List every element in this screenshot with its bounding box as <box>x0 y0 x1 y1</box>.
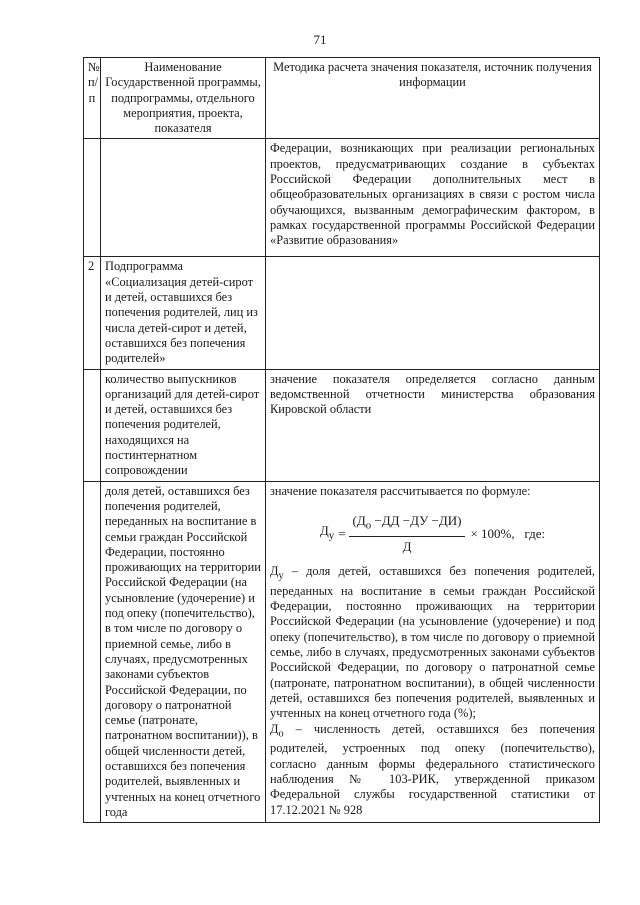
formula-fraction <box>349 513 466 554</box>
header-method: Методика расчета значения показателя, источник получения информации <box>266 58 600 139</box>
definition-do: $Д_о$ – численность детей, оставшихся без попечения родителей, устроенных под опеку (попечительство), согласно данным формы федерального статистического наблюдения № 103-РИК, утвержденной приказом Федеральной службы государственной статистики от 17.12.2021 № 928 <box>270 721 595 817</box>
indicator-table <box>83 57 600 823</box>
definition-du: $Д_у$ – доля детей, оставшихся без попечения родителей, переданных на воспитание в семьи граждан Российской Федерации, постоянно проживающих на территории Российской Федерации (на усыновление (удочерение) и под опеку (попечительство), в том числе по договору о приемной семье, либо в случаях, предусмотренных законами субъектов Российской Федерации, по договору о патронатной семье (патронате, патронатном воспитании), в общей численности детей, оставшихся без попечения родителей, выявленных и учтенных на конец отчетного года (%); <box>270 564 595 721</box>
header-number: № п/п <box>84 58 101 139</box>
formula-numerator: $(Д_о -ДД -ДУ -ДИ)$ <box>349 513 466 537</box>
formula-denominator: Д <box>402 538 412 554</box>
indicator-2-method <box>266 481 600 823</box>
table-row <box>84 481 600 823</box>
formula-multiplier: × 100%, где: <box>470 525 546 541</box>
indicator-1-name: количество выпускников организаций для детей-сирот и детей, оставшихся без попечения родителей, находящихся на постинтернатном сопровождении <box>101 369 266 481</box>
subprogram-name: Подпрограмма «Социализация детей-сирот и детей, оставшихся без попечения родителей, лиц из числа детей-сирот и детей, оставшихся без попечения родителей» <box>101 257 266 369</box>
continuation-text: Федерации, возникающих при реализации региональных проектов, предусматривающих создание в субъектах Российской Федерации дополнительных мест в общеобразовательных организациях в связи с ростом числа обучающихся, вызванным демографическим фактором, в рамках государственной программы Российской Федерации «Развитие образования» <box>266 139 600 257</box>
table-header-row <box>84 58 600 139</box>
formula-equals: = <box>338 525 346 541</box>
table-row <box>84 257 600 369</box>
header-name: Наименование Государственной программы, подпрограммы, отдельного мероприятия, проекта, показателя <box>101 58 266 139</box>
formula <box>270 513 595 554</box>
table-row <box>84 139 600 257</box>
indicator-1-method: значение показателя определяется согласно данным ведомственной отчетности министерства образования Кировской области <box>266 369 600 481</box>
indicator-2-name: доля детей, оставшихся без попечения родителей, переданных на воспитание в семьи граждан Российской Федерации, постоянно проживающих на территории Российской Федерации (на усыновление (удочерение) и под опеку (попечительство), в том числе по договору о приемной семье, либо в случаях, предусмотренных законами субъектов Российской Федерации, по договору о патронатной семье (патронате, патронатном воспитании)), в общей численности детей, оставшихся без попечения родителей, выявленных и учтенных на конец отчетного года <box>101 481 266 823</box>
formula-intro: значение показателя рассчитывается по формуле: <box>270 483 531 498</box>
page-number: 71 <box>313 32 327 47</box>
formula-lhs: $Д_у$ <box>319 523 335 542</box>
subprogram-number: 2 <box>84 257 101 369</box>
table-row <box>84 369 600 481</box>
